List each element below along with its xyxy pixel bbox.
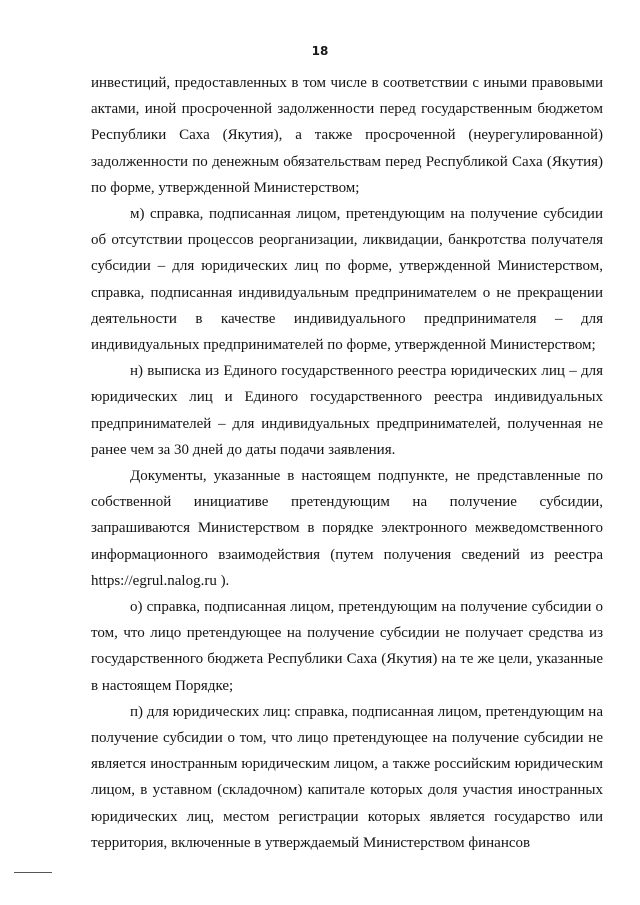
paragraph-item-o: о) справка, подписанная лицом, претендующим на получение субсидии о том, что лицо претендующее на получение субсидии не получает средства из государственного бюджета Республики Саха (Якутия) на те же цели, указанные в настоящем Порядке; bbox=[91, 599, 603, 694]
paragraph-item-p: п) для юридических лиц: справка, подписанная лицом, претендующим на получение субсидии о том, что лицо претендующее на получение субсидии не является иностранным юридическим лицом, а также российским юридическим лицом, в уставном (складочном) капитале которых доля участия иностранных юридических лиц, местом регистрации которых является государство или территория, включенные в утверждаемый Министерством финансов bbox=[91, 703, 603, 851]
document-body bbox=[91, 70, 603, 856]
paragraph-continuation: инвестиций, предоставленных в том числе в соответствии с иными правовыми актами, иной просроченной задолженности перед государственным бюджетом Республики Саха (Якутия), а также просроченной (неурегулированной) задолженности по денежным обязательствам перед Республикой Саха (Якутия) по форме, утвержденной Министерством; bbox=[91, 75, 603, 196]
footer-rule bbox=[14, 872, 52, 873]
paragraph-item-m: м) справка, подписанная лицом, претендующим на получение субсидии об отсутствии процессов реорганизации, ликвидации, банкротства получателя субсидии – для юридических лиц по форме, утвержденной Министерством, справка, подписанная индивидуальным предпринимателем о не прекращении деятельности в качестве индивидуального предпринимателя – для индивидуальных предпринимателей по форме, утвержденной Министерством; bbox=[91, 206, 603, 354]
page-number: 18 bbox=[311, 44, 329, 58]
paragraph-item-n: н) выписка из Единого государственного реестра юридических лиц – для юридических лиц и Единого государственного реестра индивидуальных предпринимателей – для индивидуальных предпринимателей, полученная не ранее чем за 30 дней до даты подачи заявления. bbox=[91, 363, 603, 458]
paragraph-documents-note: Документы, указанные в настоящем подпункте, не представленные по собственной инициативе претендующим на получение субсидии, запрашиваются Министерством в порядке электронного межведомственного информационного взаимодействия (путем получения сведений из реестра https://egrul.nalog.ru ). bbox=[91, 468, 603, 589]
